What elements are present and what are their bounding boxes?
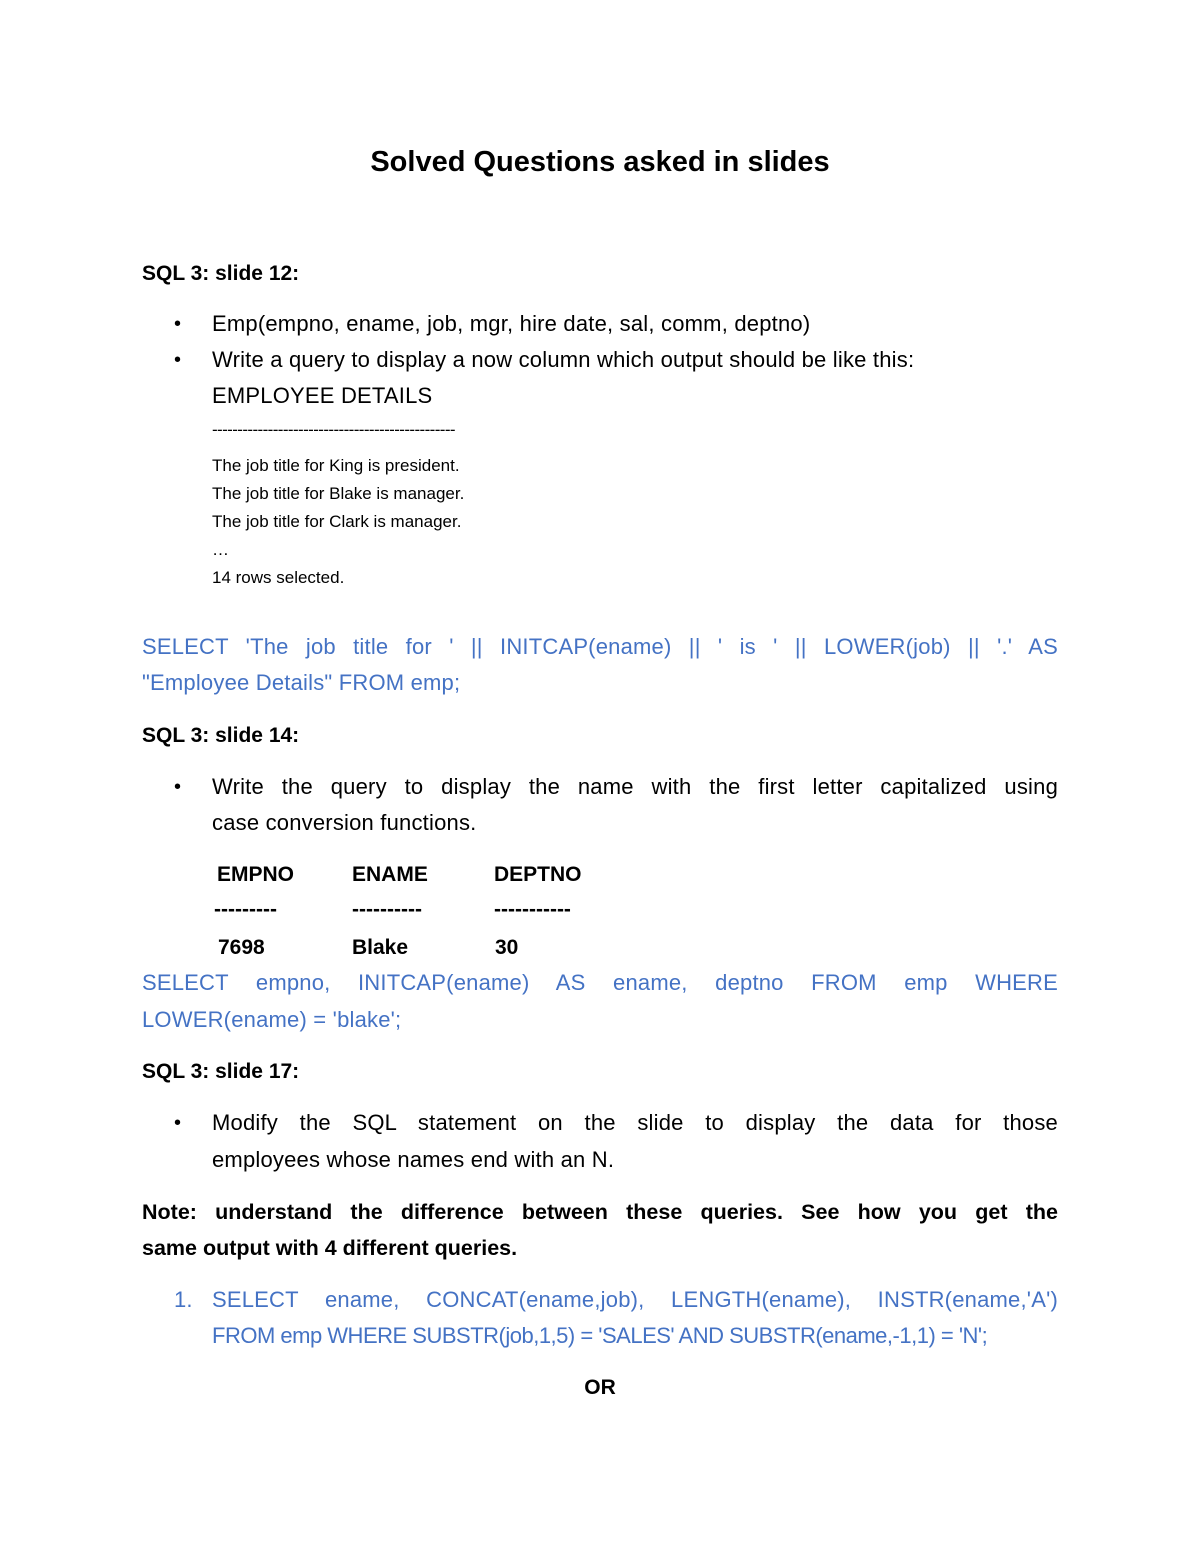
output-divider: ------------------------------------------------ bbox=[212, 420, 455, 439]
table-header-deptno: DEPTNO bbox=[494, 863, 582, 886]
table-divider: --------- bbox=[214, 898, 277, 921]
section-heading-slide-17: SQL 3: slide 17: bbox=[142, 1060, 300, 1083]
table-header-ename: ENAME bbox=[352, 863, 428, 886]
table-divider: ----------- bbox=[494, 898, 571, 921]
output-line: 14 rows selected. bbox=[212, 568, 345, 587]
answer-code: "Employee Details" FROM emp; bbox=[142, 670, 461, 695]
query-code: SELECT ename, CONCAT(ename,job), LENGTH(ename), INSTR(ename,'A') bbox=[212, 1287, 1058, 1312]
table-divider: ---------- bbox=[352, 898, 422, 921]
bullet-icon: • bbox=[174, 1112, 182, 1134]
table-cell: 30 bbox=[495, 936, 519, 959]
page-title: Solved Questions asked in slides bbox=[370, 146, 830, 178]
table-header-empno: EMPNO bbox=[217, 863, 295, 886]
or-separator: OR bbox=[584, 1376, 616, 1399]
output-line: The job title for Blake is manager. bbox=[212, 484, 465, 503]
answer-code: SELECT 'The job title for ' || INITCAP(ename) || ' is ' || LOWER(job) || '.' AS bbox=[142, 634, 1058, 659]
answer-code: LOWER(ename) = 'blake'; bbox=[142, 1007, 402, 1032]
note-text: Note: understand the difference between these queries. See how you get the bbox=[142, 1200, 1058, 1224]
note-text: same output with 4 different queries. bbox=[142, 1236, 518, 1260]
output-line: … bbox=[212, 540, 229, 559]
question-text: Modify the SQL statement on the slide to display the data for those bbox=[212, 1110, 1058, 1135]
question-text: case conversion functions. bbox=[212, 810, 477, 835]
section-heading-slide-14: SQL 3: slide 14: bbox=[142, 724, 300, 747]
question-text: employees whose names end with an N. bbox=[212, 1147, 615, 1172]
bullet-icon: • bbox=[174, 349, 182, 371]
list-number: 1. bbox=[174, 1287, 193, 1312]
query-code: FROM emp WHERE SUBSTR(job,1,5) = 'SALES' AND SUBSTR(ename,-1,1) = 'N'; bbox=[212, 1323, 988, 1348]
table-cell: Blake bbox=[352, 936, 409, 959]
section-heading-slide-12: SQL 3: slide 12: bbox=[142, 262, 300, 285]
output-line: The job title for Clark is manager. bbox=[212, 512, 462, 531]
output-header: EMPLOYEE DETAILS bbox=[212, 383, 433, 408]
emp-schema-text: Emp(empno, ename, job, mgr, hire date, sal, comm, deptno) bbox=[212, 311, 811, 336]
answer-code: SELECT empno, INITCAP(ename) AS ename, deptno FROM emp WHERE bbox=[142, 970, 1058, 995]
output-line: The job title for King is president. bbox=[212, 456, 460, 475]
question-text: Write the query to display the name with the first letter capitalized using bbox=[212, 774, 1058, 799]
question-text: Write a query to display a now column which output should be like this: bbox=[212, 347, 915, 372]
bullet-icon: • bbox=[174, 776, 182, 798]
bullet-icon: • bbox=[174, 313, 182, 335]
table-cell: 7698 bbox=[218, 936, 265, 959]
